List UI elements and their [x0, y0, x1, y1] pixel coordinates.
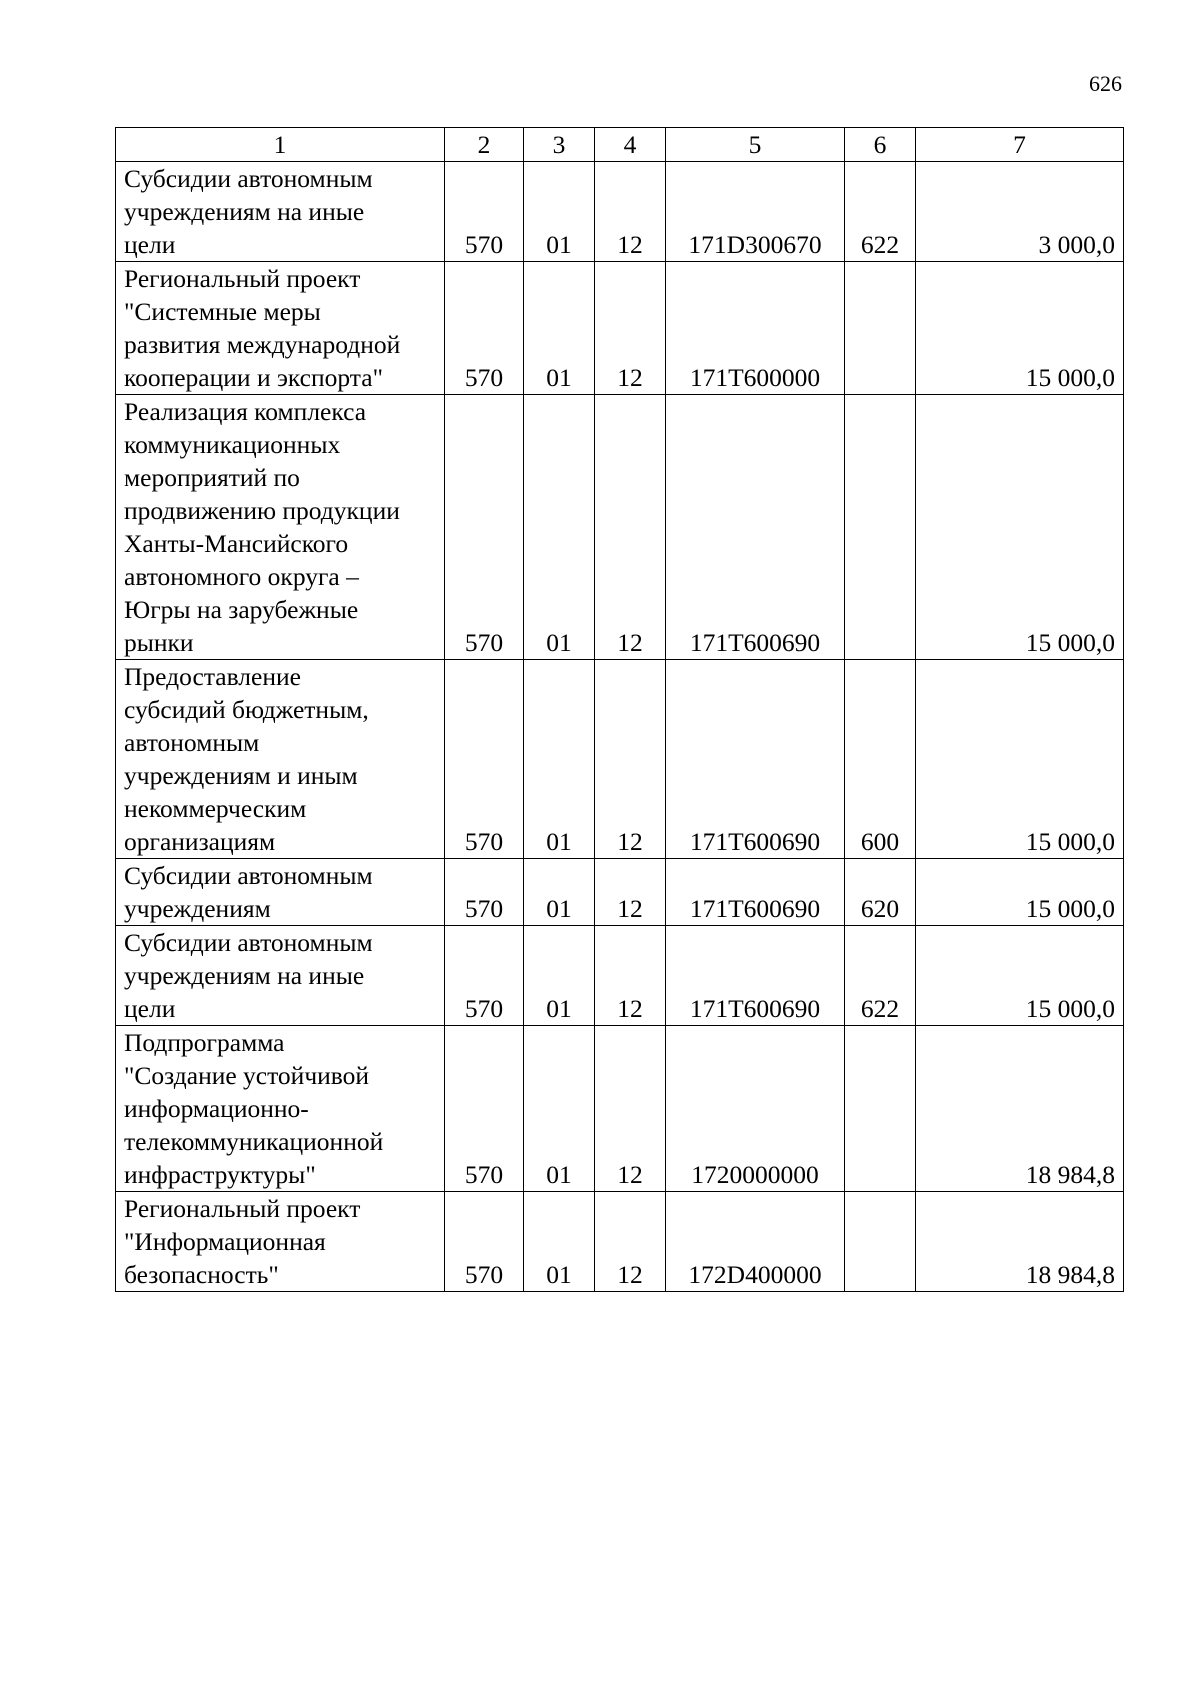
item-name-line: Субсидии автономным [124, 928, 373, 957]
amount-cell: 15 000,0 [916, 859, 1124, 926]
item-name-cell [116, 262, 445, 395]
amount-cell: 3 000,0 [916, 162, 1124, 262]
target-article-cell: 171T600000 [666, 262, 845, 395]
target-article-cell: 171T600690 [666, 859, 845, 926]
section-code-cell: 01 [524, 1192, 595, 1292]
item-name-line: цели [124, 994, 176, 1023]
expense-type-cell: 600 [845, 660, 916, 859]
item-name-cell [116, 926, 445, 1026]
section-code-cell: 01 [524, 926, 595, 1026]
subsection-code-cell: 12 [595, 859, 666, 926]
ministry-code-cell: 570 [445, 262, 524, 395]
ministry-code-cell: 570 [445, 859, 524, 926]
item-name-line: некоммерческим [124, 794, 307, 823]
section-code-cell: 01 [524, 859, 595, 926]
expense-type-cell: 622 [845, 926, 916, 1026]
table-row [116, 162, 1124, 262]
item-name-line: развития международной [124, 330, 401, 359]
item-name-line: продвижению продукции [124, 496, 400, 525]
ministry-code-cell: 570 [445, 1192, 524, 1292]
amount-cell: 15 000,0 [916, 395, 1124, 660]
item-name-line: телекоммуникационной [124, 1127, 384, 1156]
item-name-line: Реализация комплекса [124, 397, 367, 426]
header-cell: 2 [445, 128, 524, 162]
item-name-line: автономным [124, 728, 260, 757]
item-name-cell [116, 395, 445, 660]
item-name-cell [116, 1192, 445, 1292]
expense-type-cell [845, 395, 916, 660]
table-row [116, 1192, 1124, 1292]
expense-type-cell: 622 [845, 162, 916, 262]
amount-cell: 15 000,0 [916, 262, 1124, 395]
header-cell: 7 [916, 128, 1124, 162]
header-cell: 6 [845, 128, 916, 162]
target-article-cell: 171T600690 [666, 660, 845, 859]
expense-type-cell [845, 1192, 916, 1292]
table-row [116, 859, 1124, 926]
expense-type-cell [845, 262, 916, 395]
item-name-line: учреждениям на иные [124, 197, 365, 226]
item-name-line: субсидий бюджетным, [124, 695, 369, 724]
subsection-code-cell: 12 [595, 162, 666, 262]
target-article-cell: 172D400000 [666, 1192, 845, 1292]
ministry-code-cell: 570 [445, 660, 524, 859]
item-name-line: "Системные меры [124, 297, 321, 326]
item-name-line: рынки [124, 628, 194, 657]
target-article-cell: 1720000000 [666, 1026, 845, 1192]
item-name-cell [116, 162, 445, 262]
item-name-line: учреждениям [124, 894, 271, 923]
amount-cell: 15 000,0 [916, 660, 1124, 859]
item-name-line: организациям [124, 827, 276, 856]
subsection-code-cell: 12 [595, 262, 666, 395]
section-code-cell: 01 [524, 162, 595, 262]
target-article-cell: 171T600690 [666, 395, 845, 660]
subsection-code-cell: 12 [595, 1026, 666, 1192]
budget-table [115, 127, 1124, 1292]
ministry-code-cell: 570 [445, 926, 524, 1026]
header-cell: 5 [666, 128, 845, 162]
item-name-line: Предоставление [124, 662, 301, 691]
item-name-line: Региональный проект [124, 1194, 361, 1223]
header-cell: 3 [524, 128, 595, 162]
item-name-line: безопасность" [124, 1260, 279, 1289]
item-name-line: Подпрограмма [124, 1028, 285, 1057]
amount-cell: 18 984,8 [916, 1026, 1124, 1192]
expense-type-cell: 620 [845, 859, 916, 926]
item-name-line: учреждениям на иные [124, 961, 365, 990]
target-article-cell: 171T600690 [666, 926, 845, 1026]
target-article-cell: 171D300670 [666, 162, 845, 262]
item-name-line: Ханты-Мансийского [124, 529, 349, 558]
item-name-line: Региональный проект [124, 264, 361, 293]
subsection-code-cell: 12 [595, 395, 666, 660]
table-row [116, 660, 1124, 859]
item-name-cell [116, 660, 445, 859]
table-body [116, 162, 1124, 1292]
section-code-cell: 01 [524, 395, 595, 660]
item-name-line: коммуникационных [124, 430, 341, 459]
item-name-line: кооперации и экспорта" [124, 363, 383, 392]
item-name-line: Югры на зарубежные [124, 595, 359, 624]
amount-cell: 18 984,8 [916, 1192, 1124, 1292]
item-name-line: цели [124, 230, 176, 259]
table-row [116, 395, 1124, 660]
page-number: 626 [1089, 71, 1122, 96]
item-name-line: Субсидии автономным [124, 861, 373, 890]
header-row [116, 128, 1124, 162]
table-row [116, 262, 1124, 395]
section-code-cell: 01 [524, 262, 595, 395]
ministry-code-cell: 570 [445, 162, 524, 262]
table-row [116, 926, 1124, 1026]
section-code-cell: 01 [524, 660, 595, 859]
ministry-code-cell: 570 [445, 395, 524, 660]
subsection-code-cell: 12 [595, 1192, 666, 1292]
item-name-cell [116, 1026, 445, 1192]
item-name-line: "Создание устойчивой [124, 1061, 370, 1090]
table-row [116, 1026, 1124, 1192]
item-name-cell [116, 859, 445, 926]
amount-cell: 15 000,0 [916, 926, 1124, 1026]
subsection-code-cell: 12 [595, 926, 666, 1026]
item-name-line: Субсидии автономным [124, 164, 373, 193]
item-name-line: информационно- [124, 1094, 309, 1123]
item-name-line: "Информационная [124, 1227, 326, 1256]
item-name-line: автономного округа – [124, 562, 359, 591]
subsection-code-cell: 12 [595, 660, 666, 859]
header-cell: 1 [116, 128, 445, 162]
header-cell: 4 [595, 128, 666, 162]
ministry-code-cell: 570 [445, 1026, 524, 1192]
item-name-line: учреждениям и иным [124, 761, 358, 790]
item-name-line: мероприятий по [124, 463, 300, 492]
expense-type-cell [845, 1026, 916, 1192]
item-name-line: инфраструктуры" [124, 1160, 316, 1189]
section-code-cell: 01 [524, 1026, 595, 1192]
